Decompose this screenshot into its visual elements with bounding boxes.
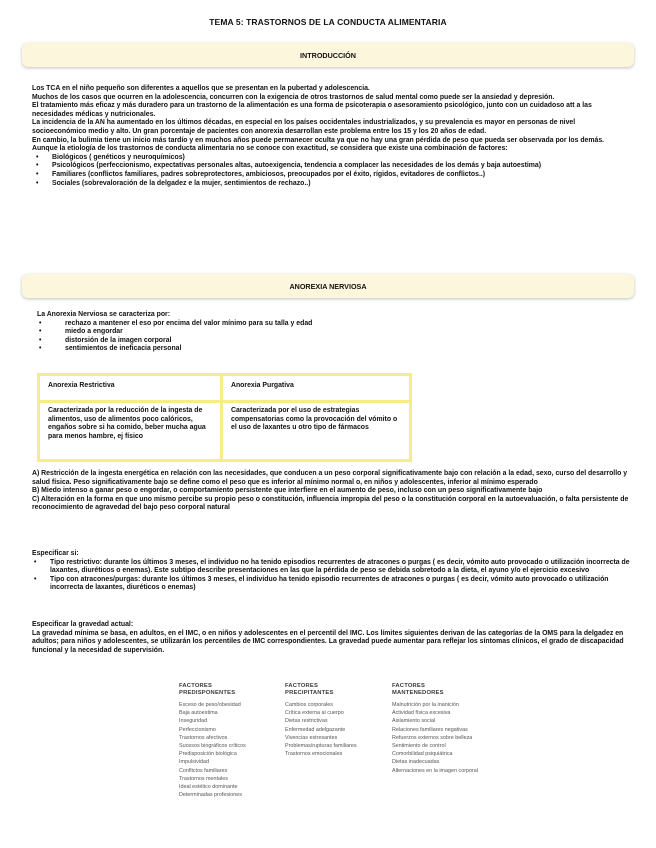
list-item: • distorsión de la imagen corporal (37, 337, 617, 346)
table-cell: Caracterizada por el uso de estrategias compensatorias como la provocación del vómito o el uso de laxantes u otro tipo de fármacos (222, 402, 411, 461)
list-item: Sucesos biográficos críticos (179, 743, 246, 750)
factors-column-predisponentes (179, 683, 279, 799)
list-item: Impulsividad (179, 759, 209, 766)
list-item: Problemas/rupturas familiares (285, 743, 357, 750)
list-item: Cambios corporales (285, 702, 333, 708)
anorexia-lead: La Anorexia Nerviosa se caracteriza por: (37, 311, 171, 318)
list-item: • Biológicos ( genéticos y neuroquímicos) (34, 154, 630, 163)
intro-banner: INTRODUCCIÓN (22, 43, 634, 67)
specify-section (32, 550, 632, 593)
list-item: Dietas restrictivas (285, 718, 328, 725)
specify-title: Especificar si: (32, 550, 79, 557)
intro-paragraph: Aunque la etiología de los trastornos de conducta alimentaria no se conoce con exactitud, se considera que existe una combinación de factores: (32, 145, 508, 153)
page-title: TEMA 5: TRASTORNOS DE LA CONDUCTA ALIMENTARIA (209, 17, 447, 27)
column-header-line: PREDISPONENTES (179, 690, 236, 696)
column-header (392, 683, 507, 697)
list-item: Aislamiento social (392, 718, 436, 725)
list-item: Crítica externa al cuerpo (285, 710, 344, 717)
list-item: Comorbilidad psiquiátrica (392, 751, 453, 758)
anorexia-banner: ANOREXIA NERVIOSA (22, 274, 634, 298)
column-header (179, 683, 279, 697)
anorexia-types-table (37, 373, 412, 462)
list-item: Sentimiento de control (392, 743, 446, 750)
list-item: Ideal estético dominante (179, 784, 238, 791)
list-item: Perfeccionismo (179, 726, 216, 733)
column-header-line: PRECIPITANTES (285, 690, 334, 696)
list-item: • Familiares (conflictos familiares, padres sobreprotectores, ambiciosos, preocupados por el éxito, rígidos, evitadores de conflictos..) (34, 171, 630, 180)
anorexia-traits (37, 311, 617, 354)
severity-title: Especificar la gravedad actual: (32, 621, 134, 628)
list-item: Trastornos emocionales (285, 751, 343, 758)
list-item: Vivencias estresantes (285, 734, 338, 741)
list-item: Determinadas profesiones (179, 792, 242, 799)
criterion: A) Restricción de la ingesta energética en relación con las necesidades, que conducen a un peso corporal significativamente bajo con relación a la edad, sexo, curso del desarrollo y salud física. Peso significativamente bajo se define como el peso que es inferior al mínimo normal o, en niños y adolescentes, inferior al mínimo esperado (32, 470, 628, 486)
list-item: • Psicológicos (perfeccionismo, expectativas personales altas, autoexigencia, tendencia a complacer las necesidades de los demás y baja autoestima) (34, 162, 630, 171)
column-header (285, 683, 385, 697)
diagnostic-criteria (32, 470, 632, 513)
criterion: C) Alteración en la forma en que uno mismo percibe su propio peso o constitución, influencia impropia del peso o la constitución corporal en la autoevaluación, o falta persistente de reconocimiento de agravedad del bajo peso corporal natural (32, 495, 629, 512)
list-item: • sentimientos de ineficacia personal (37, 345, 617, 354)
list-item: Trastornos mentales (179, 775, 228, 782)
criterion: B) Miedo intenso a ganar peso o engordar, o comportamiento persistente que interfiere en el aumento de peso, incluso con un peso significativamente bajo (32, 487, 543, 495)
table-header: Anorexia Purgativa (222, 375, 411, 402)
factors-column-precipitantes (285, 683, 385, 758)
table-header: Anorexia Restrictiva (39, 375, 222, 402)
trait-list (37, 320, 617, 354)
list-item: • rechazo a mantener el eso por encima del valor mínimo para su talla y edad (37, 320, 617, 329)
column-header-line: FACTORES (392, 683, 426, 689)
list-item: Relaciones familiares negativas (392, 726, 468, 733)
specify-list (32, 559, 632, 593)
list-item: • Sociales (sobrevaloración de la delgadez e la mujer, sentimientos de rechazo..) (34, 180, 630, 189)
intro-paragraph: Muchos de los casos que ocurren en la adolescencia, concurren con la exigencia de otros trastornos de salud mental como puede ser la ansiedad y depresión. (32, 93, 555, 101)
severity-text: La gravedad mínima se basa, en adultos, en el IMC, o en niños y adolescentes en el percentil del IMC. Los límites siguientes derivan de las categorías de la OMS para la delgadez en adultos; para niños y adolescentes, se utilizarán los percentiles de IMC correspondientes. La gravedad puede aumentar para reflejar los síntomas clínicos, el grado de discapacidad funcional y la necesidad de supervisión. (32, 629, 624, 654)
list-item: • miedo a engordar (37, 328, 617, 337)
list-item: Refuerzos externos sobre belleza (392, 734, 473, 741)
list-item: Inseguridad (179, 718, 208, 725)
list-item: Trastornos afectivos (179, 734, 228, 741)
list-item: • Tipo restrictivo: durante los últimos 3 meses, el individuo no ha tenido episodios recurrentes de atracones o purgas ( es decir, vómito auto provocado o utilización incorrecta de laxantes, diuréticos o enemas). Este subtipo describe presentaciones en las que la pérdida de peso se debida sobretodo a la dieta, el ayuno y/o el ejercicio excesivo (32, 559, 632, 576)
factor-list (32, 154, 630, 188)
list-item: Dietas inadecuadas (392, 759, 440, 766)
list-item: Alternaciones en la imagen corporal (392, 767, 479, 774)
list-item: • Tipo con atracones/purgas: durante los últimos 3 meses, el individuo ha tenido episodio recurrentes de atracones o purgas ( es decir, vómito auto provocado o utilización incorrecta de laxantes, diuréticos o enemas) (32, 576, 632, 593)
intro-paragraph: La incidencia de la AN ha aumentado en los últimos décadas, en especial en los países occidentales industrializados, y su prevalencia es mayor en personas de nivel socioeconómico medio y alto. Un gran porcentaje de pacientes con anorexia desarrollan este problema entre los 15 y los 20 años de edad. (32, 119, 576, 135)
list-item: Malnutrición por la inanición (392, 702, 459, 708)
intro-paragraph: Los TCA en el niño pequeño son diferentes a aquellos que se presentan en la pubertad y adolescencia. (32, 85, 370, 92)
intro-section (32, 85, 630, 188)
column-header-line: FACTORES (285, 683, 319, 689)
factors-column-mantenedores (392, 683, 507, 775)
list-item: Exceso de peso/obesidad (179, 702, 241, 708)
list-item: Baja autoestima (179, 710, 218, 717)
list-item: Conflictos familiares (179, 767, 228, 774)
list-item: Enfermedad adelgazante (285, 726, 346, 733)
column-header-line: FACTORES (179, 683, 213, 689)
severity-section (32, 621, 632, 655)
table-cell: Caracterizada por la reducción de la ingesta de alimentos, uso de alimentos poco calóricos, engaños sobre si ha comido, beber mucha agua para menos hambre, ej físico (39, 402, 222, 461)
list-item: Predisposición biológica (179, 751, 237, 758)
list-item: Actividad física excesiva (392, 710, 451, 717)
intro-paragraph: El tratamiento más eficaz y más duradero para un trastorno de la alimentación es una forma de psicoterapia o asesoramiento psicológico, junto con un cuidadoso att a las necesidades médicas y nutricionales. (32, 102, 592, 118)
column-header-line: MANTENEDORES (392, 690, 444, 696)
intro-paragraph: En cambio, la bulimia tiene un inicio más tardío y en muchos años puede permanecer oculta ya que no hay una gran pérdida de peso que pueda ser observada por los demás. (32, 136, 605, 144)
